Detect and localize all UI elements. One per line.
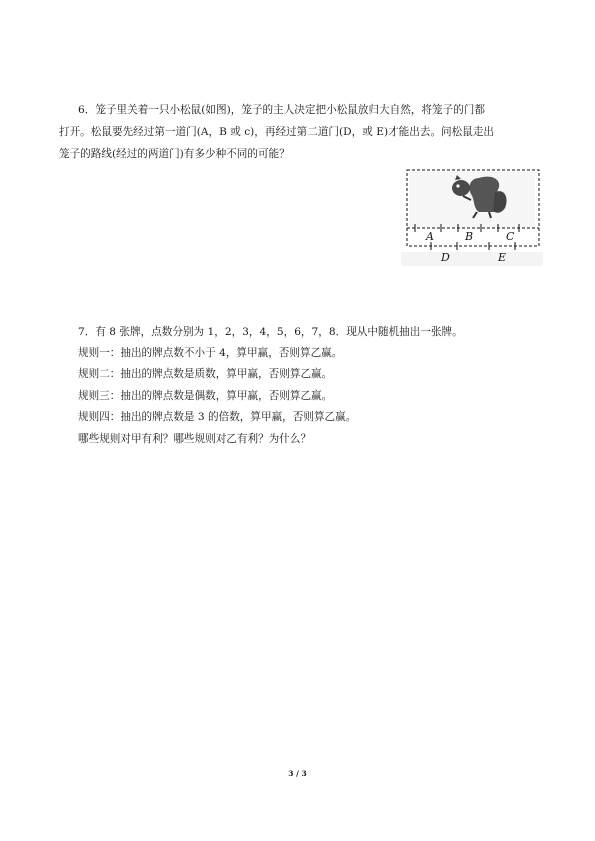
cage-figure <box>401 166 543 274</box>
q7-rule-3: 规则三：抽出的牌点数是偶数，算甲赢，否则算乙赢。 <box>78 390 333 402</box>
door-label-e: E <box>498 251 507 264</box>
page-number: 3 / 3 <box>288 769 307 778</box>
door-label-d: D <box>441 251 450 264</box>
q6-line-1: 6．笼子里关着一只小松鼠(如图)，笼子的主人决定把小松鼠放归大自然，将笼子的门都 <box>78 104 485 116</box>
door-label-a: A <box>426 230 434 243</box>
q7-question: 哪些规则对甲有利？哪些规则对乙有利？为什么？ <box>78 433 312 445</box>
q7-rule-2: 规则二：抽出的牌点数是质数，算甲赢，否则算乙赢。 <box>78 368 333 380</box>
q7-rule-4: 规则四：抽出的牌点数是 3 的倍数，算甲赢，否则算乙赢。 <box>78 411 357 423</box>
q7-line-1: 7．有 8 张牌，点数分别为 1，2，3，4，5，6，7，8．现从中随机抽出一张牌。 <box>78 326 463 338</box>
q7-rule-1: 规则一：抽出的牌点数不小于 4，算甲赢，否则算乙赢。 <box>78 347 343 359</box>
door-label-b: B <box>465 230 474 243</box>
door-label-c: C <box>506 230 515 243</box>
q6-line-3: 笼子的路线(经过的两道门)有多少种不同的可能？ <box>59 148 290 160</box>
q6-line-2: 打开。松鼠要先经过第一道门(A，B 或 c)，再经过第二道门(D，或 E)才能出去。问松鼠走出 <box>59 126 495 138</box>
